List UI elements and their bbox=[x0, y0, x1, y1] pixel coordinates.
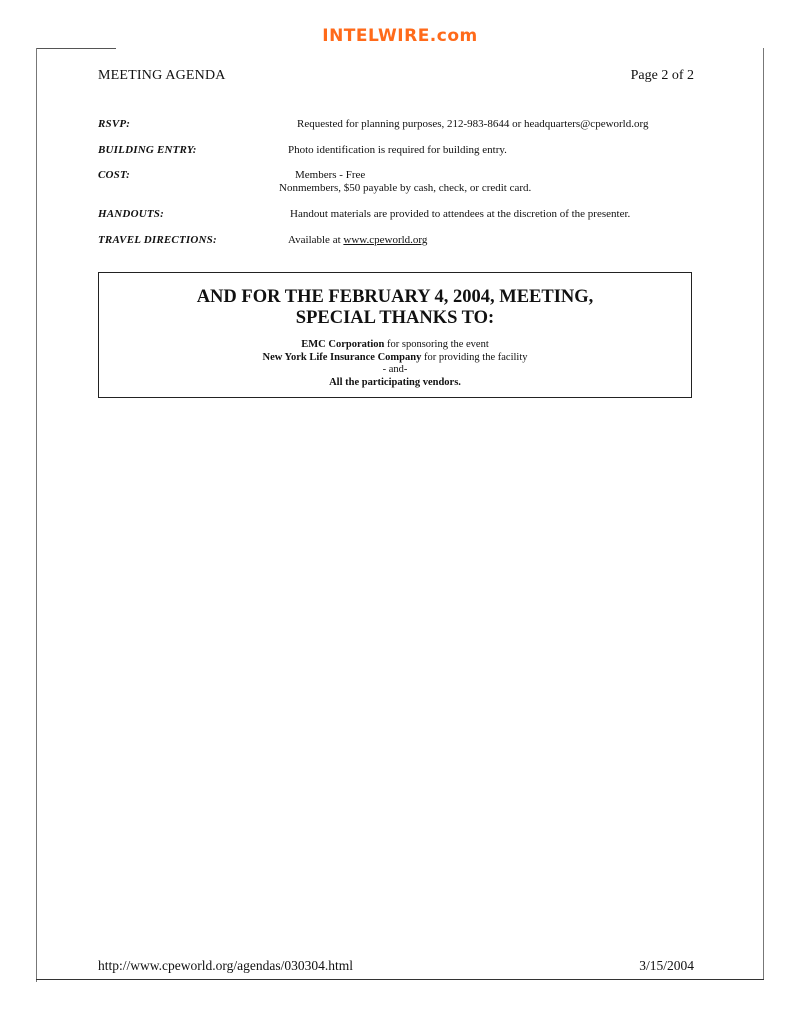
thanks-nylife-reason: for providing the facility bbox=[421, 351, 528, 363]
travel-directions-value bbox=[288, 234, 427, 246]
special-thanks-box bbox=[98, 272, 692, 398]
special-thanks-list bbox=[99, 339, 691, 389]
rsvp-value: Requested for planning purposes, 212-983-8644 or headquarters@cpeworld.org bbox=[297, 118, 649, 130]
scan-border-left bbox=[36, 48, 37, 982]
scan-border-right bbox=[763, 48, 764, 980]
special-thanks-title-line2: SPECIAL THANKS TO: bbox=[295, 308, 495, 328]
thanks-nylife-name: New York Life Insurance Company bbox=[262, 351, 422, 363]
thanks-and: - and- bbox=[382, 364, 408, 375]
intelwire-watermark: INTELWIRE.com bbox=[322, 26, 478, 46]
footer-url: http://www.cpeworld.org/agendas/030304.html bbox=[98, 958, 353, 973]
thanks-emc-reason: for sponsoring the event bbox=[384, 339, 489, 350]
thanks-emc bbox=[99, 339, 691, 352]
travel-directions-label: TRAVEL DIRECTIONS: bbox=[98, 234, 217, 246]
thanks-emc-name: EMC Corporation bbox=[301, 339, 385, 350]
building-entry-label: BUILDING ENTRY: bbox=[98, 144, 197, 156]
handouts-label: HANDOUTS: bbox=[98, 208, 164, 220]
cpeworld-link[interactable]: www.cpeworld.org bbox=[343, 234, 428, 246]
footer-date: 3/15/2004 bbox=[639, 958, 694, 973]
document-title: MEETING AGENDA bbox=[98, 68, 226, 83]
thanks-vendors: All the participating vendors. bbox=[329, 376, 461, 388]
rsvp-label: RSVP: bbox=[98, 118, 131, 130]
travel-directions-prefix: Available at bbox=[288, 234, 344, 246]
scan-border-top bbox=[36, 48, 116, 49]
cost-label: COST: bbox=[98, 169, 130, 181]
page-number: Page 2 of 2 bbox=[630, 68, 694, 83]
building-entry-value: Photo identification is required for building entry. bbox=[288, 144, 507, 156]
special-thanks-title-line1: AND FOR THE FEBRUARY 4, 2004, MEETING, bbox=[196, 287, 594, 307]
thanks-nylife bbox=[99, 352, 691, 365]
handouts-value: Handout materials are provided to attendees at the discretion of the presenter. bbox=[290, 208, 631, 220]
cost-nonmembers: Nonmembers, $50 payable by cash, check, or credit card. bbox=[279, 182, 532, 194]
cost-members: Members - Free bbox=[295, 169, 366, 181]
special-thanks-title bbox=[99, 287, 691, 329]
scan-border-bottom bbox=[36, 979, 764, 980]
